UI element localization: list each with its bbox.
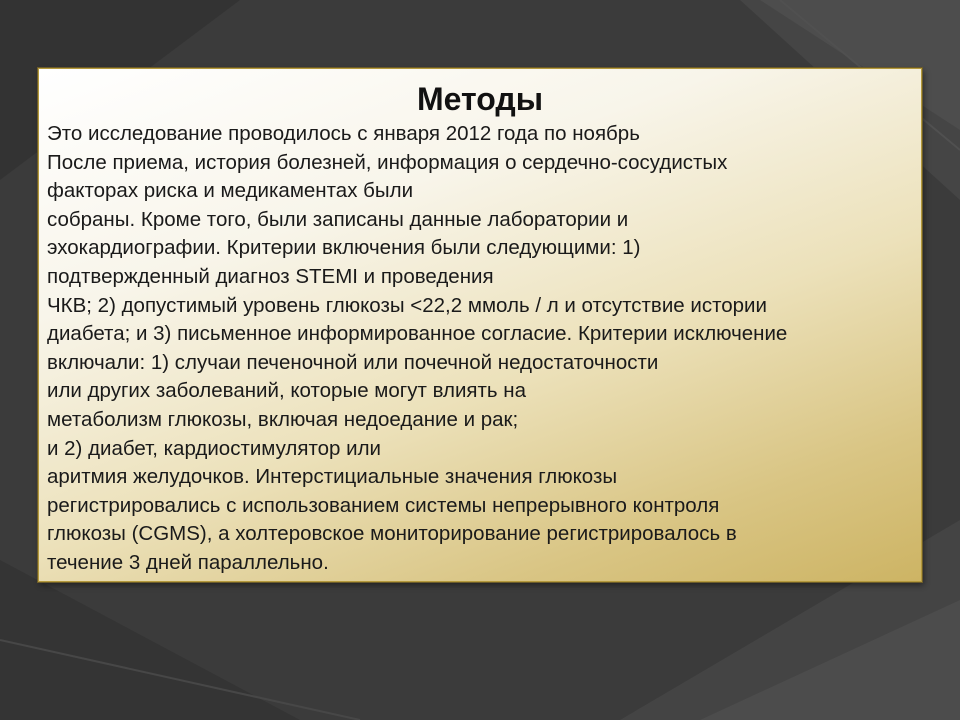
text-line: собраны. Кроме того, были записаны данные лаборатории и <box>47 207 629 231</box>
text-line: факторах риска и медикаментах были <box>47 179 414 203</box>
text-line: и 2) диабет, кардиостимулятор или <box>47 436 381 460</box>
text-line: включали: 1) случаи печеночной или почечной недостаточности <box>47 350 659 374</box>
slide-title: Методы <box>416 81 544 117</box>
text-line: ЧКВ; 2) допустимый уровень глюкозы <22,2 ммоль / л и отсутствие истории <box>47 293 767 317</box>
text-line: метаболизм глюкозы, включая недоедание и рак; <box>47 407 519 431</box>
text-line: Это исследование проводилось с января 2012 года по ноябрь <box>47 122 640 145</box>
text-line: эхокардиографии. Критерии включения были следующими: 1) <box>47 236 641 260</box>
text-line: глюкозы (CGMS), а холтеровское мониторирование регистрировалось в <box>47 522 737 546</box>
content-panel <box>38 68 922 582</box>
text-line: аритмия желудочков. Интерстициальные значения глюкозы <box>47 465 618 489</box>
text-line: или других заболеваний, которые могут влиять на <box>47 379 527 403</box>
text-line: диабета; и 3) письменное информированное согласие. Критерии исключение <box>47 322 788 346</box>
text-line: После приема, история болезней, информация о сердечно-сосудистых <box>47 150 728 174</box>
methods-text <box>47 120 917 578</box>
text-line: течение 3 дней параллельно. <box>47 550 329 574</box>
text-line: регистрировались с использованием системы непрерывного контроля <box>47 493 720 517</box>
text-line: подтвержденный диагноз STEMI и проведения <box>47 264 494 288</box>
